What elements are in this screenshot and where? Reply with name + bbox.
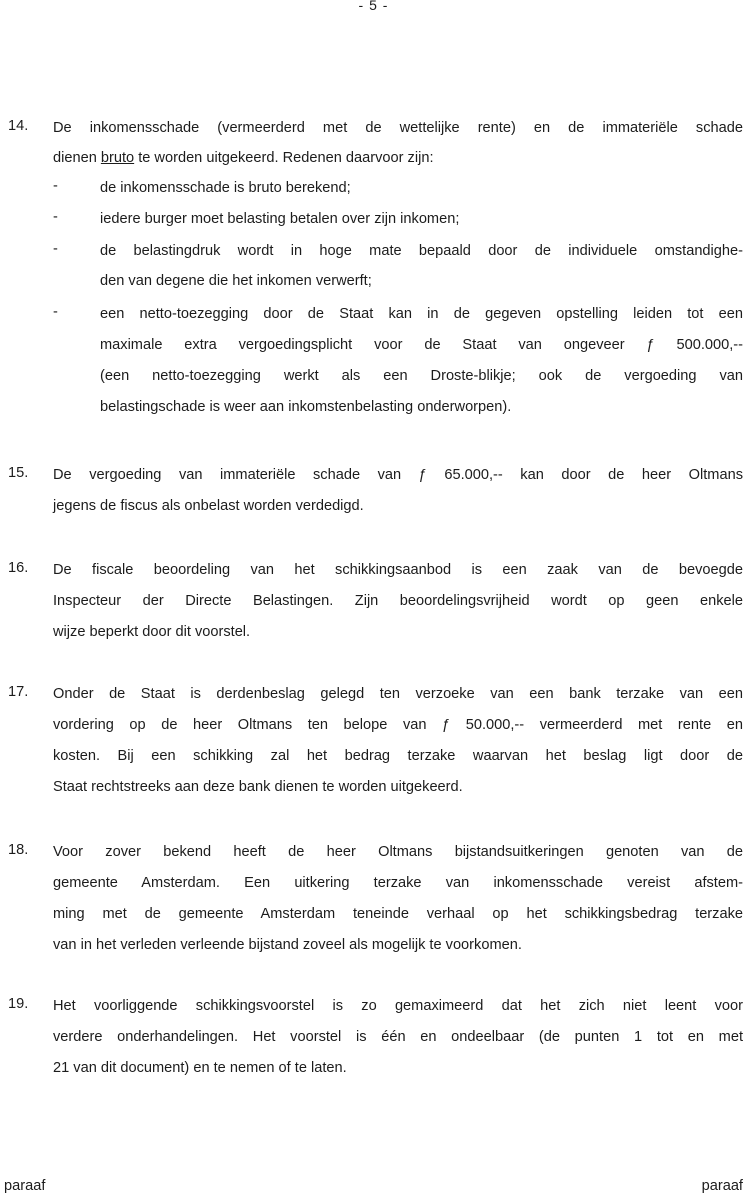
bullet-text: belastingschade is weer aan inkomstenbelasting onderworpen). — [100, 399, 512, 415]
item-text-line: gemeente Amsterdam. Een uitkering terzake van inkomensschade vereist afstem- — [53, 875, 743, 891]
bullet-dash: - — [53, 241, 58, 257]
bullet-text: de inkomensschade is bruto berekend; — [100, 180, 351, 196]
item-text-line: Het voorliggende schikkingsvoorstel is zo gemaximeerd dat het zich niet leent voor — [53, 998, 743, 1014]
item-number: 19. — [8, 996, 29, 1012]
paraaf-left: paraaf — [4, 1178, 46, 1194]
item-text-line: wijze beperkt door dit voorstel. — [53, 624, 251, 640]
bullet-text: een netto-toezegging door de Staat kan in de gegeven opstelling leiden tot een — [100, 306, 743, 322]
item-number: 14. — [8, 118, 29, 134]
item-text-line: 21 van dit document) en te nemen of te laten. — [53, 1060, 347, 1076]
bullet-text: (een netto-toezegging werkt als een Droste-blikje; ook de vergoeding van — [100, 368, 743, 384]
item-number: 15. — [8, 465, 29, 481]
item-text-line: De fiscale beoordeling van het schikkingsaanbod is een zaak van de bevoegde — [53, 562, 743, 578]
item-text-line: jegens de fiscus als onbelast worden verdedigd. — [53, 498, 364, 514]
item-text-line: Staat rechtstreeks aan deze bank dienen te worden uitgekeerd. — [53, 779, 463, 795]
item-text-line: Onder de Staat is derdenbeslag gelegd ten verzoeke van een bank terzake van een — [53, 686, 743, 702]
item-text-line: De inkomensschade (vermeerderd met de wettelijke rente) en de immateriële schade — [53, 120, 743, 136]
item-number: 18. — [8, 842, 29, 858]
bullet-text: den van degene die het inkomen verwerft; — [100, 273, 372, 289]
item-text-line: kosten. Bij een schikking zal het bedrag terzake waarvan het beslag ligt door de — [53, 748, 743, 764]
bullet-dash: - — [53, 304, 58, 320]
item-text-line: Inspecteur der Directe Belastingen. Zijn beoordelingsvrijheid wordt op geen enkele — [53, 593, 743, 609]
item-text-line: van in het verleden verleende bijstand zoveel als mogelijk te voorkomen. — [53, 937, 522, 953]
bullet-text: maximale extra vergoedingsplicht voor de Staat van ongeveer ƒ 500.000,-- — [100, 337, 743, 353]
bullet-dash: - — [53, 209, 58, 225]
emphasis-text: bruto — [100, 150, 135, 166]
bullet-text: de belastingdruk wordt in hoge mate bepaald door de individuele omstandighe- — [100, 243, 743, 259]
item-text-line: De vergoeding van immateriële schade van ƒ 65.000,-- kan door de heer Oltmans — [53, 467, 743, 483]
item-number: 17. — [8, 684, 29, 700]
bullet-dash: - — [53, 178, 58, 194]
item-text-line — [53, 148, 743, 168]
item-text-line: verdere onderhandelingen. Het voorstel is één en ondeelbaar (de punten 1 tot en met — [53, 1029, 743, 1045]
paraaf-right: paraaf — [701, 1178, 743, 1194]
item-text-line: ming met de gemeente Amsterdam teneinde verhaal op het schikkingsbedrag terzake — [53, 906, 743, 922]
bullet-text: iedere burger moet belasting betalen over zijn inkomen; — [100, 211, 460, 227]
text-fragment: dienen — [53, 150, 101, 166]
page-number: - 5 - — [358, 0, 389, 13]
item-text-line: Voor zover bekend heeft de heer Oltmans bijstandsuitkeringen genoten van de — [53, 844, 743, 860]
item-number: 16. — [8, 560, 29, 576]
text-fragment: te worden uitgekeerd. Redenen daarvoor zijn: — [134, 150, 434, 166]
item-text-line: vordering op de heer Oltmans ten belope van ƒ 50.000,-- vermeerderd met rente en — [53, 717, 743, 733]
